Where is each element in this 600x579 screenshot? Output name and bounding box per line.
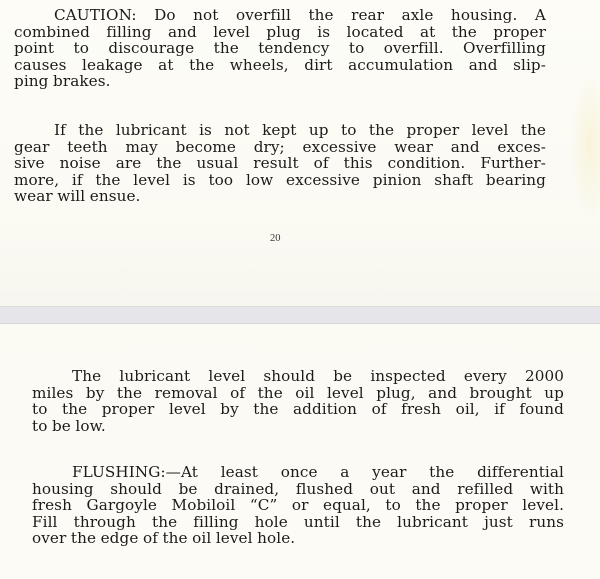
lubricant-line: sive noise are the usual result of this condition. Further- [14,154,546,173]
caution-line: CAUTION: Do not overfill the rear axle housing. A [54,6,546,24]
caution-line: ping brakes. [14,72,111,91]
lubricant-level-paragraph [14,122,546,205]
lubricant-line: If the lubricant is not kept up to the proper level the [54,121,546,139]
lubricant-line: more, if the level is too low excessive pinion shaft bearing [14,170,546,189]
page-number: 20 [270,233,281,244]
caution-line: point to discourage the tendency to overfill. Overfilling [14,39,546,58]
inspection-line: miles by the removal of the oil level plug, and brought up [32,383,564,402]
lubricant-line: wear will ensue. [14,187,141,206]
flushing-line: housing should be drained, flushed out and refilled with [32,479,564,498]
page-separator [0,306,600,324]
flushing-line: Fill through the filling hole until the lubricant just runs [32,512,564,531]
caution-line: causes leakage at the wheels, dirt accumulation and slip- [14,55,546,74]
inspection-line: to be low. [32,416,106,435]
caution-paragraph [14,7,546,90]
inspection-paragraph [32,368,564,434]
paper-stain [570,70,600,220]
flushing-line: FLUSHING:—At least once a year the differential [72,463,564,481]
inspection-line: to the proper level by the addition of fresh oil, if found [32,400,564,419]
inspection-line: The lubricant level should be inspected every 2000 [72,367,564,385]
flushing-line: fresh Gargoyle Mobiloil “C” or equal, to the proper level. [32,496,564,515]
lubricant-line: gear teeth may become dry; excessive wear and exces- [14,137,546,156]
caution-line: combined filling and level plug is located at the proper [14,22,546,41]
flushing-paragraph [32,464,564,547]
flushing-line: over the edge of the oil level hole. [32,529,296,548]
